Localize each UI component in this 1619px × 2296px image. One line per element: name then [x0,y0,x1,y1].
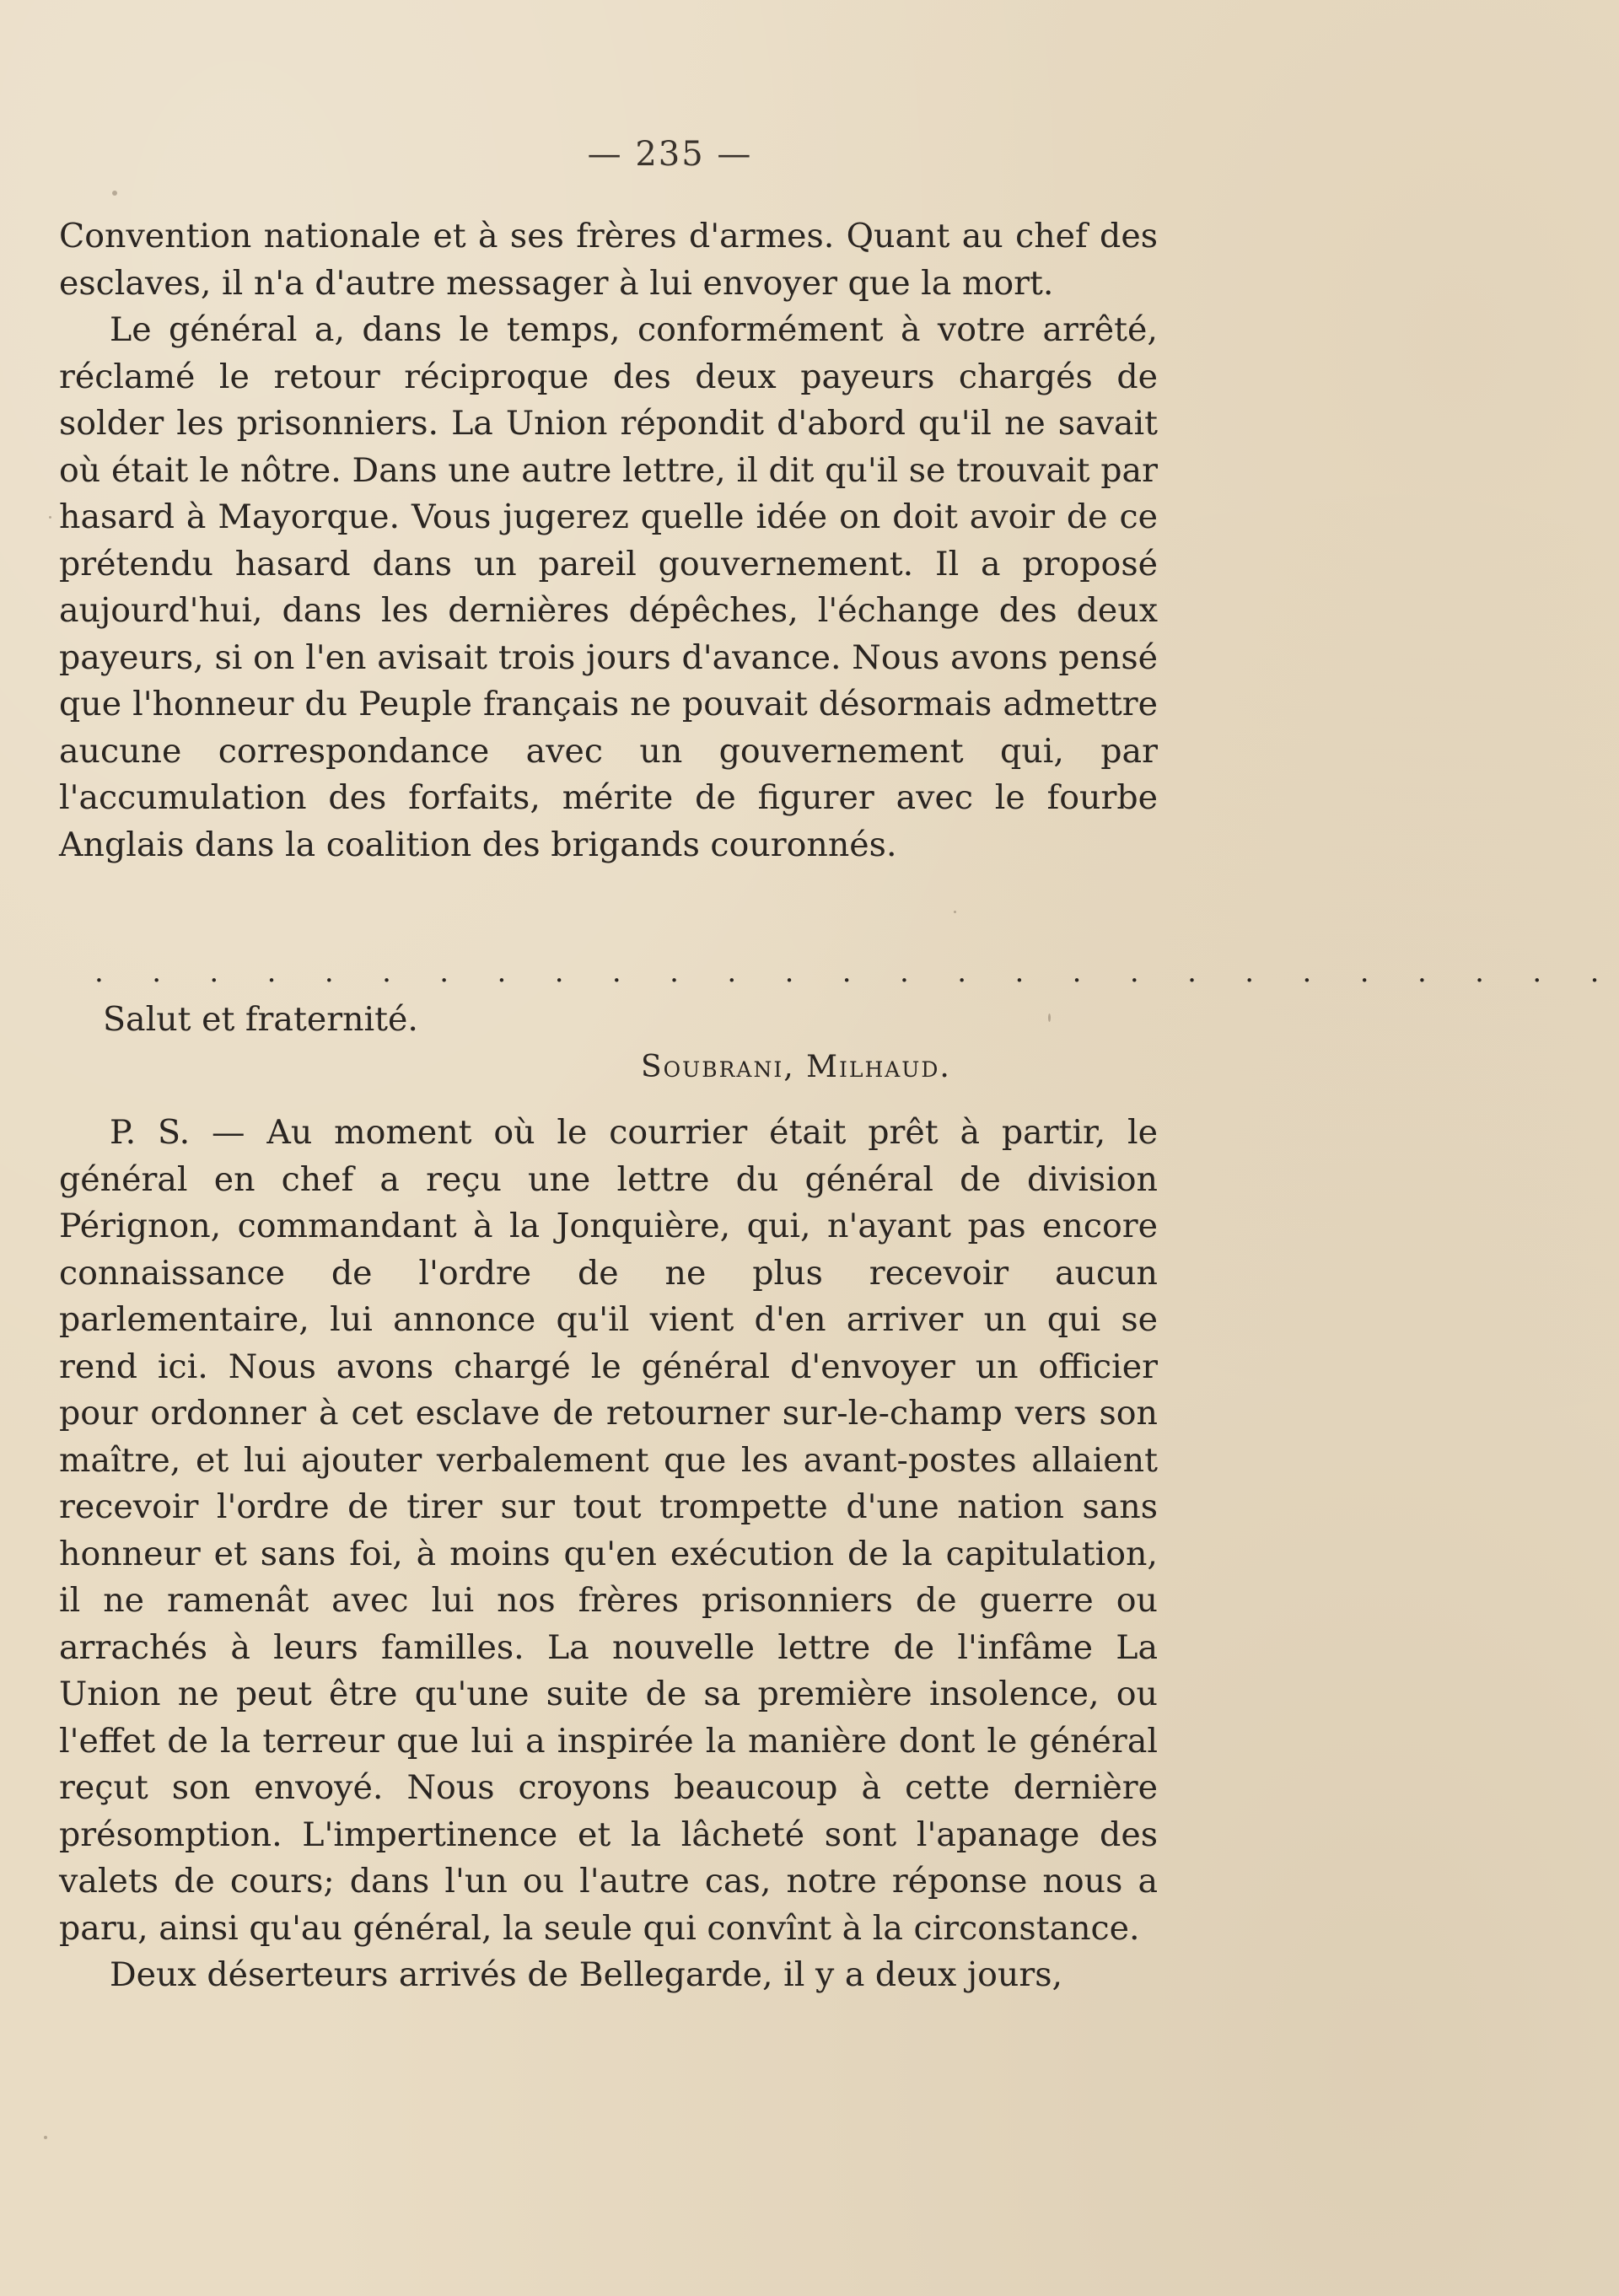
paper-speck [44,2136,47,2139]
postscript [59,1110,1158,1999]
letter-body [59,213,1158,868]
page-number: — 235 — [587,135,753,174]
paper-speck [1048,1014,1051,1022]
postscript-paragraph: Deux déserteurs arrivés de Bellegarde, il y a deux jours, [110,1955,1063,1994]
paper-speck [112,191,117,196]
letter-paragraph: Le général a, dans le temps, conformément à votre arrêté, réclamé le retour réciproque des deux payeurs chargés de solder les prisonniers. La Union répondit d'abord qu'il ne savait où était le nôtre. Dans une autre lettre, il dit qu'il se trouvait par hasard à Mayorque. Vous jugerez quelle idée on doit avoir de ce prétendu hasard dans un pareil gouvernement. Il a proposé aujourd'hui, dans les dernières dépêches, l'échange des deux payeurs, si on l'en avisait trois jours d'avance. Nous avons pensé que l'honneur du Peuple français ne pouvait désormais admettre aucune correspondance avec un gouvernement qui, par l'accumulation des forfaits, mérite de figurer avec le fourbe Anglais dans la coalition des brigands couronnés. [59,310,1158,864]
closing-salutation: Salut et fraternité. [103,1000,418,1039]
paper-speck [954,911,956,913]
paper-speck [49,516,51,519]
ellipsis-line: . . . . . . . . . . . . . . . . . . . . . . . . . . . [94,955,1619,989]
signature: Soubrani, Milhaud. [641,1050,951,1084]
postscript-paragraph: P. S. — Au moment où le courrier était prêt à partir, le général en chef a reçu une lettre du général de division Pérignon, commandant à la Jonquière, qui, n'ayant pas encore connaissance de l'ordre de ne plus recevoir aucun parlementaire, lui annonce qu'il vient d'en arriver un qui se rend ici. Nous avons chargé le général d'envoyer un officier pour ordonner à cet esclave de retourner sur-le-champ vers son maître, et lui ajouter verbalement que les avant-postes allaient recevoir l'ordre de tirer sur tout trompette d'une nation sans honneur et sans foi, à moins qu'en exécution de la capitulation, il ne ramenât avec lui nos frères prisonniers de guerre ou arrachés à leurs familles. La nouvelle lettre de l'infâme La Union ne peut être qu'une suite de sa première insolence, ou l'effet de la terreur que lui a inspirée la manière dont le général reçut son envoyé. Nous croyons beaucoup à cette dernière présomption. L'impertinence et la lâcheté sont l'apanage des valets de cours; dans l'un ou l'autre cas, notre réponse nous a paru, ainsi qu'au général, la seule qui convînt à la circonstance. [59,1113,1158,1948]
letter-paragraph: Convention nationale et à ses frères d'armes. Quant au chef des esclaves, il n'a d'autre messager à lui envoyer que la mort. [59,217,1158,303]
